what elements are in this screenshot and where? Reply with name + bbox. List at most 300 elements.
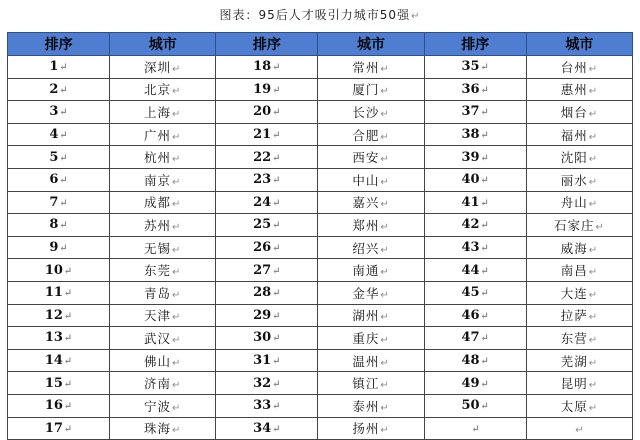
rank-cell (8, 281, 110, 304)
city-cell (526, 349, 632, 372)
paragraph-mark-icon: ↵ (172, 312, 182, 324)
paragraph-mark-icon: ↵ (172, 131, 182, 143)
rank-cell (216, 417, 318, 440)
city-cell (318, 372, 424, 395)
city-cell (526, 168, 632, 191)
rank-cell (216, 78, 318, 101)
city-name: 无锡 (144, 240, 172, 256)
city-cell (110, 56, 216, 79)
paragraph-mark-icon: ↵ (380, 357, 390, 369)
table-row (8, 281, 633, 304)
paragraph-mark-icon: ↵ (588, 86, 599, 98)
rank-cell (424, 123, 526, 146)
city-cell (110, 417, 216, 440)
rank-cell (216, 259, 318, 282)
rank-cell (216, 304, 318, 327)
paragraph-mark-icon: ↵ (380, 176, 390, 188)
city-cell (318, 259, 424, 282)
city-cell (526, 417, 632, 440)
city-cell (110, 394, 216, 417)
paragraph-mark-icon: ↵ (588, 267, 599, 279)
paragraph-mark-icon: ↵ (380, 380, 390, 392)
city-cell (526, 101, 632, 124)
paragraph-mark-icon: ↵ (480, 107, 489, 119)
paragraph-mark-icon: ↵ (272, 423, 281, 435)
rank-cell (424, 236, 526, 259)
city-name: 扬州 (352, 421, 380, 437)
paragraph-mark-icon: ↵ (272, 175, 281, 187)
paragraph-mark-icon: ↵ (59, 220, 68, 232)
city-name: 大连 (560, 285, 588, 301)
paragraph-mark-icon: ↵ (595, 221, 605, 233)
table-row (8, 349, 633, 372)
paragraph-mark-icon: ↵ (172, 334, 182, 346)
city-name: 拉萨 (560, 308, 588, 324)
rank-cell (216, 349, 318, 372)
city-cell (110, 372, 216, 395)
rank-value: 7 (49, 194, 59, 210)
ranking-table-container (7, 32, 633, 440)
paragraph-mark-icon: ↵ (272, 356, 281, 368)
rank-value: 46 (461, 307, 480, 323)
rank-cell (216, 168, 318, 191)
city-cell (318, 327, 424, 350)
paragraph-mark-icon: ↵ (63, 265, 73, 277)
paragraph-mark-icon: ↵ (480, 220, 489, 232)
rank-value: 16 (44, 398, 63, 414)
rank-value: 17 (44, 420, 63, 436)
rank-value: 40 (461, 172, 480, 188)
paragraph-mark-icon: ↵ (480, 378, 489, 390)
paragraph-mark-icon: ↵ (59, 130, 68, 142)
city-cell (110, 101, 216, 124)
rank-cell (8, 78, 110, 101)
rank-value: 34 (253, 420, 272, 436)
paragraph-mark-icon: ↵ (480, 401, 489, 413)
city-name: 合肥 (352, 127, 380, 143)
rank-cell (8, 304, 110, 327)
rank-value: 25 (253, 217, 272, 233)
paragraph-mark-icon: ↵ (59, 243, 68, 255)
paragraph-mark-icon: ↵ (380, 289, 390, 301)
header-rank-2: 排序 (216, 33, 318, 56)
paragraph-mark-icon: ↵ (63, 333, 73, 345)
rank-cell (8, 259, 110, 282)
rank-cell (424, 101, 526, 124)
header-rank-3: 排序 (424, 33, 526, 56)
city-cell (526, 78, 632, 101)
rank-cell (216, 214, 318, 237)
city-name: 金华 (352, 285, 380, 301)
city-cell (318, 146, 424, 169)
city-cell (110, 236, 216, 259)
city-cell (318, 191, 424, 214)
rank-value: 4 (49, 127, 59, 143)
paragraph-mark-icon: ↵ (272, 265, 281, 277)
rank-cell (216, 327, 318, 350)
rank-cell (8, 146, 110, 169)
paragraph-mark-icon: ↵ (380, 334, 390, 346)
paragraph-mark-icon: ↵ (588, 289, 599, 301)
table-row (8, 304, 633, 327)
paragraph-mark-icon: ↵ (380, 312, 390, 324)
paragraph-mark-icon: ↵ (411, 11, 421, 22)
city-cell (526, 146, 632, 169)
city-name: 嘉兴 (352, 195, 380, 211)
rank-value: 6 (49, 172, 59, 188)
city-cell (526, 191, 632, 214)
paragraph-mark-icon: ↵ (480, 130, 489, 142)
city-name: 南昌 (560, 263, 588, 279)
rank-value: 43 (461, 240, 480, 256)
paragraph-mark-icon: ↵ (380, 63, 390, 75)
city-name: 佛山 (144, 353, 172, 369)
city-name: 重庆 (352, 330, 380, 346)
paragraph-mark-icon: ↵ (272, 62, 281, 74)
paragraph-mark-icon: ↵ (59, 175, 68, 187)
rank-cell (424, 56, 526, 79)
paragraph-mark-icon: ↵ (380, 199, 390, 211)
paragraph-mark-icon: ↵ (380, 244, 390, 256)
city-name: 郑州 (352, 217, 380, 233)
city-name: 深圳 (144, 59, 172, 75)
rank-cell (424, 281, 526, 304)
rank-value: 21 (253, 127, 272, 143)
rank-value: 48 (461, 353, 480, 369)
paragraph-mark-icon: ↵ (480, 175, 489, 187)
city-name: 武汉 (144, 330, 172, 346)
rank-value: 19 (253, 81, 272, 97)
city-name: 南京 (144, 172, 172, 188)
rank-value: 26 (253, 240, 272, 256)
city-cell (318, 304, 424, 327)
city-cell (110, 214, 216, 237)
city-cell (318, 78, 424, 101)
rank-value: 10 (44, 262, 63, 278)
rank-cell (216, 101, 318, 124)
rank-value: 31 (253, 353, 272, 369)
rank-cell (8, 123, 110, 146)
city-cell (110, 78, 216, 101)
city-name: 温州 (352, 353, 380, 369)
city-name: 台州 (560, 59, 588, 75)
rank-cell (8, 214, 110, 237)
paragraph-mark-icon: ↵ (272, 243, 281, 255)
paragraph-mark-icon: ↵ (588, 154, 599, 166)
paragraph-mark-icon: ↵ (172, 380, 182, 392)
rank-cell (424, 168, 526, 191)
rank-value: 8 (49, 217, 59, 233)
rank-value: 20 (253, 104, 272, 120)
city-cell (110, 168, 216, 191)
paragraph-mark-icon: ↵ (380, 108, 390, 120)
rank-value: 37 (461, 104, 480, 120)
paragraph-mark-icon: ↵ (480, 62, 489, 74)
table-row (8, 236, 633, 259)
city-cell (318, 214, 424, 237)
paragraph-mark-icon: ↵ (588, 176, 599, 188)
rank-cell (424, 191, 526, 214)
city-name: 北京 (144, 82, 172, 98)
paragraph-mark-icon: ↵ (59, 62, 68, 74)
rank-cell (8, 417, 110, 440)
city-name: 中山 (352, 172, 380, 188)
rank-cell (8, 191, 110, 214)
paragraph-mark-icon: ↵ (272, 288, 281, 300)
paragraph-mark-icon: ↵ (480, 265, 489, 277)
paragraph-mark-icon: ↵ (272, 107, 281, 119)
paragraph-mark-icon: ↵ (172, 267, 182, 279)
table-row (8, 214, 633, 237)
rank-cell (8, 394, 110, 417)
city-name: 石家庄 (553, 217, 595, 233)
paragraph-mark-icon: ↵ (59, 197, 68, 209)
city-name: 舟山 (560, 195, 588, 211)
rank-cell (216, 56, 318, 79)
paragraph-mark-icon: ↵ (471, 423, 480, 435)
paragraph-mark-icon: ↵ (172, 357, 182, 369)
rank-cell (216, 123, 318, 146)
table-row (8, 78, 633, 101)
paragraph-mark-icon: ↵ (380, 267, 390, 279)
paragraph-mark-icon: ↵ (63, 423, 73, 435)
paragraph-mark-icon: ↵ (480, 356, 489, 368)
city-cell (318, 56, 424, 79)
rank-cell (216, 191, 318, 214)
paragraph-mark-icon: ↵ (172, 63, 182, 75)
rank-cell (216, 281, 318, 304)
rank-value: 24 (253, 194, 272, 210)
city-name: 苏州 (144, 217, 172, 233)
table-caption (0, 6, 640, 23)
paragraph-mark-icon: ↵ (480, 84, 489, 96)
paragraph-mark-icon: ↵ (480, 310, 489, 322)
ranking-table (7, 32, 633, 440)
table-body (8, 56, 633, 440)
header-city-2: 城市 (318, 33, 424, 56)
paragraph-mark-icon: ↵ (588, 402, 599, 414)
paragraph-mark-icon: ↵ (172, 176, 182, 188)
paragraph-mark-icon: ↵ (480, 333, 489, 345)
paragraph-mark-icon: ↵ (172, 108, 182, 120)
paragraph-mark-icon: ↵ (588, 108, 599, 120)
rank-value: 41 (461, 194, 480, 210)
table-row (8, 146, 633, 169)
city-cell (318, 417, 424, 440)
rank-cell (216, 146, 318, 169)
city-name: 济南 (144, 376, 172, 392)
table-row (8, 168, 633, 191)
rank-cell (8, 236, 110, 259)
city-cell (110, 123, 216, 146)
paragraph-mark-icon: ↵ (380, 86, 390, 98)
paragraph-mark-icon: ↵ (272, 378, 281, 390)
rank-cell (216, 372, 318, 395)
rank-value: 1 (49, 59, 59, 75)
city-name: 惠州 (560, 82, 588, 98)
rank-value: 27 (253, 262, 272, 278)
city-name: 宁波 (144, 398, 172, 414)
rank-value: 18 (253, 59, 272, 75)
rank-value: 3 (49, 104, 59, 120)
rank-value: 44 (461, 262, 480, 278)
rank-cell (8, 101, 110, 124)
rank-cell (216, 236, 318, 259)
city-name: 镇江 (352, 376, 380, 392)
city-cell (526, 372, 632, 395)
header-city-1: 城市 (110, 33, 216, 56)
paragraph-mark-icon: ↵ (63, 378, 73, 390)
city-name: 天津 (144, 308, 172, 324)
paragraph-mark-icon: ↵ (380, 131, 390, 143)
paragraph-mark-icon: ↵ (59, 152, 68, 164)
city-cell (110, 304, 216, 327)
city-name: 东莞 (144, 263, 172, 279)
city-cell (110, 327, 216, 350)
city-cell (110, 281, 216, 304)
table-header-row (8, 33, 633, 56)
rank-value: 32 (253, 375, 272, 391)
rank-cell (424, 394, 526, 417)
paragraph-mark-icon: ↵ (480, 288, 489, 300)
paragraph-mark-icon: ↵ (588, 63, 599, 75)
rank-value: 39 (461, 149, 480, 165)
city-cell (318, 281, 424, 304)
rank-cell (8, 372, 110, 395)
paragraph-mark-icon: ↵ (588, 131, 599, 143)
rank-cell (424, 78, 526, 101)
city-cell (526, 214, 632, 237)
table-row (8, 101, 633, 124)
paragraph-mark-icon: ↵ (380, 402, 390, 414)
rank-value: 45 (461, 285, 480, 301)
city-cell (110, 349, 216, 372)
table-row (8, 372, 633, 395)
rank-value: 22 (253, 149, 272, 165)
rank-value: 50 (461, 398, 480, 414)
city-cell (318, 123, 424, 146)
rank-cell (8, 349, 110, 372)
rank-value: 14 (44, 353, 63, 369)
rank-value: 35 (461, 59, 480, 75)
paragraph-mark-icon: ↵ (575, 424, 585, 436)
city-name: 厦门 (352, 82, 380, 98)
rank-cell (424, 259, 526, 282)
paragraph-mark-icon: ↵ (588, 244, 599, 256)
paragraph-mark-icon: ↵ (172, 86, 182, 98)
city-name: 泰州 (352, 398, 380, 414)
city-name: 青岛 (144, 285, 172, 301)
city-cell (526, 259, 632, 282)
rank-cell (424, 349, 526, 372)
paragraph-mark-icon: ↵ (63, 401, 73, 413)
table-row (8, 259, 633, 282)
city-cell (526, 56, 632, 79)
rank-cell (424, 214, 526, 237)
city-cell (526, 304, 632, 327)
rank-value: 2 (49, 81, 59, 97)
city-name: 常州 (352, 59, 380, 75)
rank-cell (8, 56, 110, 79)
rank-cell (216, 394, 318, 417)
rank-value: 36 (461, 81, 480, 97)
rank-value: 12 (44, 307, 63, 323)
table-row (8, 56, 633, 79)
paragraph-mark-icon: ↵ (63, 310, 73, 322)
city-name: 湖州 (352, 308, 380, 324)
rank-value: 9 (49, 240, 59, 256)
paragraph-mark-icon: ↵ (59, 107, 68, 119)
rank-cell (424, 417, 526, 440)
rank-value: 28 (253, 285, 272, 301)
city-cell (318, 349, 424, 372)
city-name: 珠海 (144, 421, 172, 437)
city-cell (318, 236, 424, 259)
city-name: 烟台 (560, 104, 588, 120)
table-row (8, 327, 633, 350)
rank-value: 38 (461, 127, 480, 143)
rank-value: 13 (44, 330, 63, 346)
city-cell (526, 123, 632, 146)
rank-cell (424, 372, 526, 395)
city-name: 东营 (560, 330, 588, 346)
paragraph-mark-icon: ↵ (272, 310, 281, 322)
table-row (8, 191, 633, 214)
city-name: 芜湖 (560, 353, 588, 369)
paragraph-mark-icon: ↵ (380, 154, 390, 166)
rank-value: 30 (253, 330, 272, 346)
city-cell (526, 394, 632, 417)
city-cell (318, 168, 424, 191)
city-name: 绍兴 (352, 240, 380, 256)
paragraph-mark-icon: ↵ (63, 356, 73, 368)
rank-cell (424, 327, 526, 350)
city-name: 沈阳 (560, 150, 588, 166)
paragraph-mark-icon: ↵ (272, 84, 281, 96)
rank-cell (424, 146, 526, 169)
rank-cell (8, 168, 110, 191)
city-name: 西安 (352, 150, 380, 166)
paragraph-mark-icon: ↵ (380, 425, 390, 437)
header-rank-1: 排序 (8, 33, 110, 56)
paragraph-mark-icon: ↵ (272, 220, 281, 232)
rank-cell (424, 304, 526, 327)
rank-value: 11 (44, 285, 63, 301)
city-name: 杭州 (144, 150, 172, 166)
paragraph-mark-icon: ↵ (480, 197, 489, 209)
paragraph-mark-icon: ↵ (380, 221, 390, 233)
paragraph-mark-icon: ↵ (63, 288, 73, 300)
rank-cell (8, 327, 110, 350)
city-name: 南通 (352, 263, 380, 279)
table-row (8, 417, 633, 440)
rank-value: 42 (461, 217, 480, 233)
city-name: 成都 (144, 195, 172, 211)
city-cell (110, 146, 216, 169)
paragraph-mark-icon: ↵ (172, 402, 182, 414)
paragraph-mark-icon: ↵ (172, 154, 182, 166)
rank-value: 33 (253, 398, 272, 414)
city-cell (318, 394, 424, 417)
city-name: 福州 (560, 127, 588, 143)
city-name: 丽水 (560, 172, 588, 188)
caption-text: 图表：95后人才吸引力城市50强 (219, 8, 411, 22)
rank-value: 29 (253, 307, 272, 323)
paragraph-mark-icon: ↵ (272, 333, 281, 345)
city-cell (526, 236, 632, 259)
paragraph-mark-icon: ↵ (172, 244, 182, 256)
rank-value: 5 (49, 149, 59, 165)
